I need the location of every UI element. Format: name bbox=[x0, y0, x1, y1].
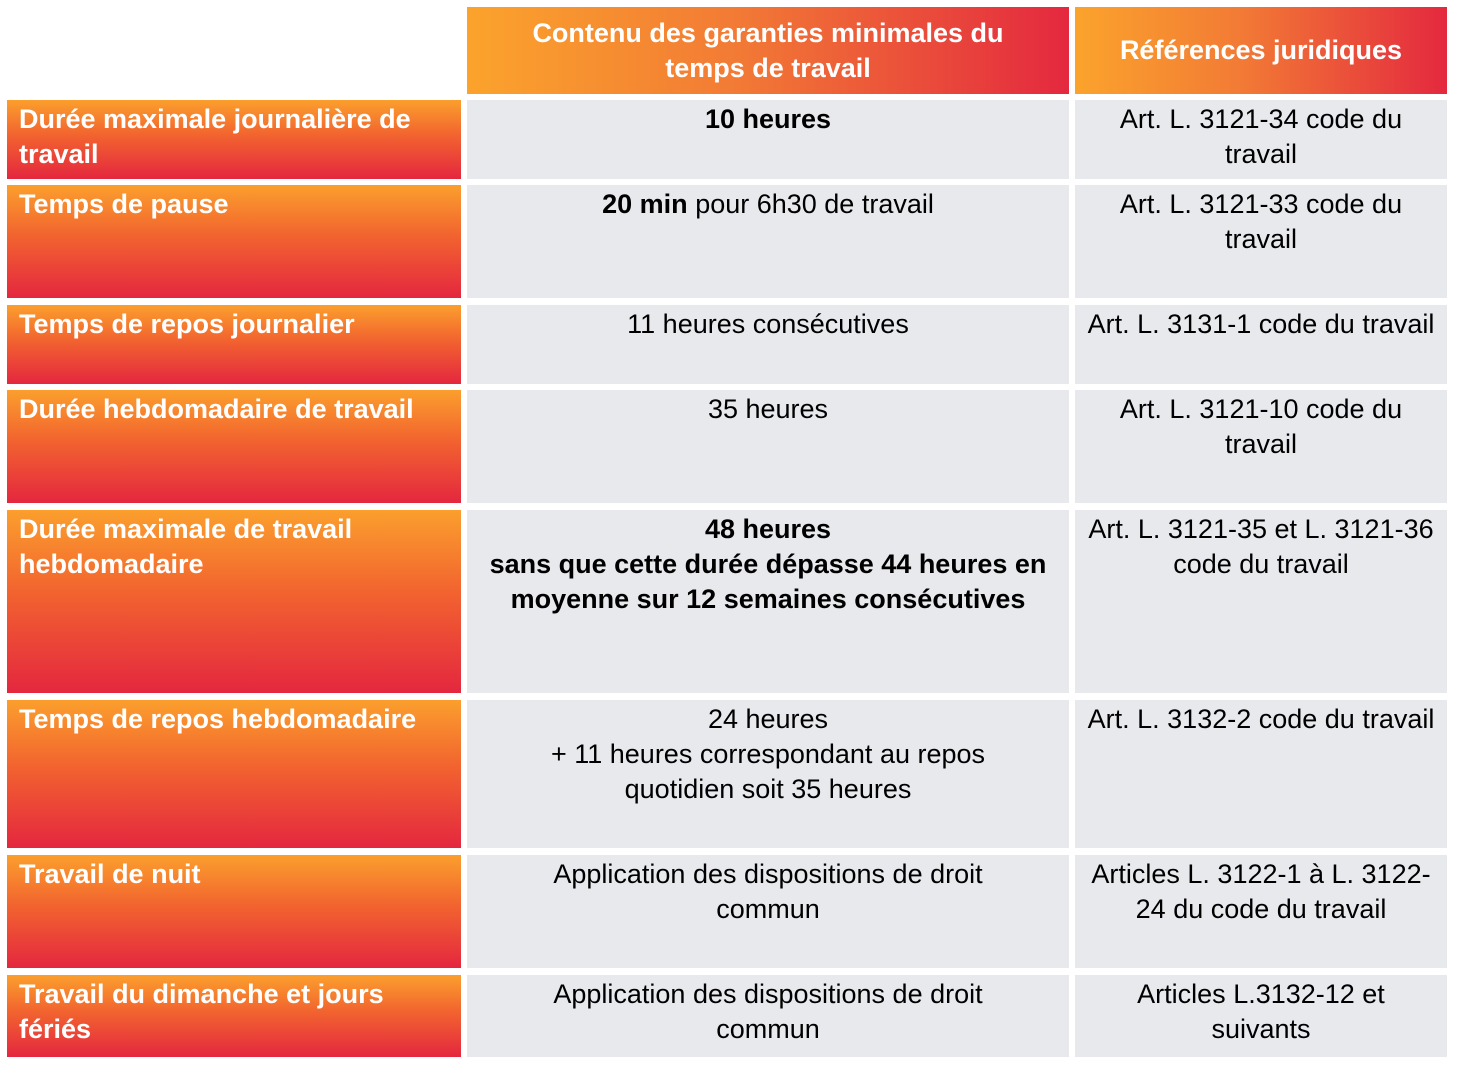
row-label-weekly-rest: Temps de repos hebdomadaire bbox=[7, 700, 461, 848]
row-label-sunday-holidays: Travail du dimanche et jours fériés bbox=[7, 975, 461, 1057]
row-reference-night-work: Articles L. 3122-1 à L. 3122-24 du code du travail bbox=[1075, 855, 1447, 968]
row-content-weekly-max: 48 heures sans que cette durée dépasse 44 heures en moyenne sur 12 semaines consécutives bbox=[467, 510, 1069, 693]
row-content-weekly-duration: 35 heures bbox=[467, 390, 1069, 503]
header-content-label: Contenu des garanties minimales du temps de travail bbox=[532, 17, 1004, 83]
row-label-daily-rest: Temps de repos journalier bbox=[7, 305, 461, 384]
header-legal-references bbox=[1075, 7, 1447, 94]
row-label-weekly-duration: Durée hebdomadaire de travail bbox=[7, 390, 461, 503]
row-content-sunday-holidays: Application des dispositions de droit commun bbox=[467, 975, 1069, 1057]
header-references-label: Références juridiques bbox=[1119, 35, 1403, 65]
row-content-break-time: 20 min pour 6h30 de travail bbox=[467, 185, 1069, 298]
row-reference-weekly-max: Art. L. 3121-35 et L. 3121-36 code du travail bbox=[1075, 510, 1447, 693]
row-content-daily-max: 10 heures bbox=[467, 100, 1069, 179]
row-content-night-work: Application des dispositions de droit commun bbox=[467, 855, 1069, 968]
row-label-daily-max: Durée maximale journalière de travail bbox=[7, 100, 461, 179]
row-reference-sunday-holidays: Articles L.3132-12 et suivants bbox=[1075, 975, 1447, 1057]
row-label-weekly-max: Durée maximale de travail hebdomadaire bbox=[7, 510, 461, 693]
row-content-weekly-rest: 24 heures + 11 heures correspondant au repos quotidien soit 35 heures bbox=[467, 700, 1069, 848]
row-reference-weekly-rest: Art. L. 3132-2 code du travail bbox=[1075, 700, 1447, 848]
row-label-break-time: Temps de pause bbox=[7, 185, 461, 298]
row-reference-daily-max: Art. L. 3121-34 code du travail bbox=[1075, 100, 1447, 179]
row-content-daily-rest: 11 heures consécutives bbox=[467, 305, 1069, 384]
row-reference-daily-rest: Art. L. 3131-1 code du travail bbox=[1075, 305, 1447, 384]
row-reference-weekly-duration: Art. L. 3121-10 code du travail bbox=[1075, 390, 1447, 503]
row-reference-break-time: Art. L. 3121-33 code du travail bbox=[1075, 185, 1447, 298]
row-label-night-work: Travail de nuit bbox=[7, 855, 461, 968]
header-content-guarantees bbox=[467, 7, 1069, 94]
